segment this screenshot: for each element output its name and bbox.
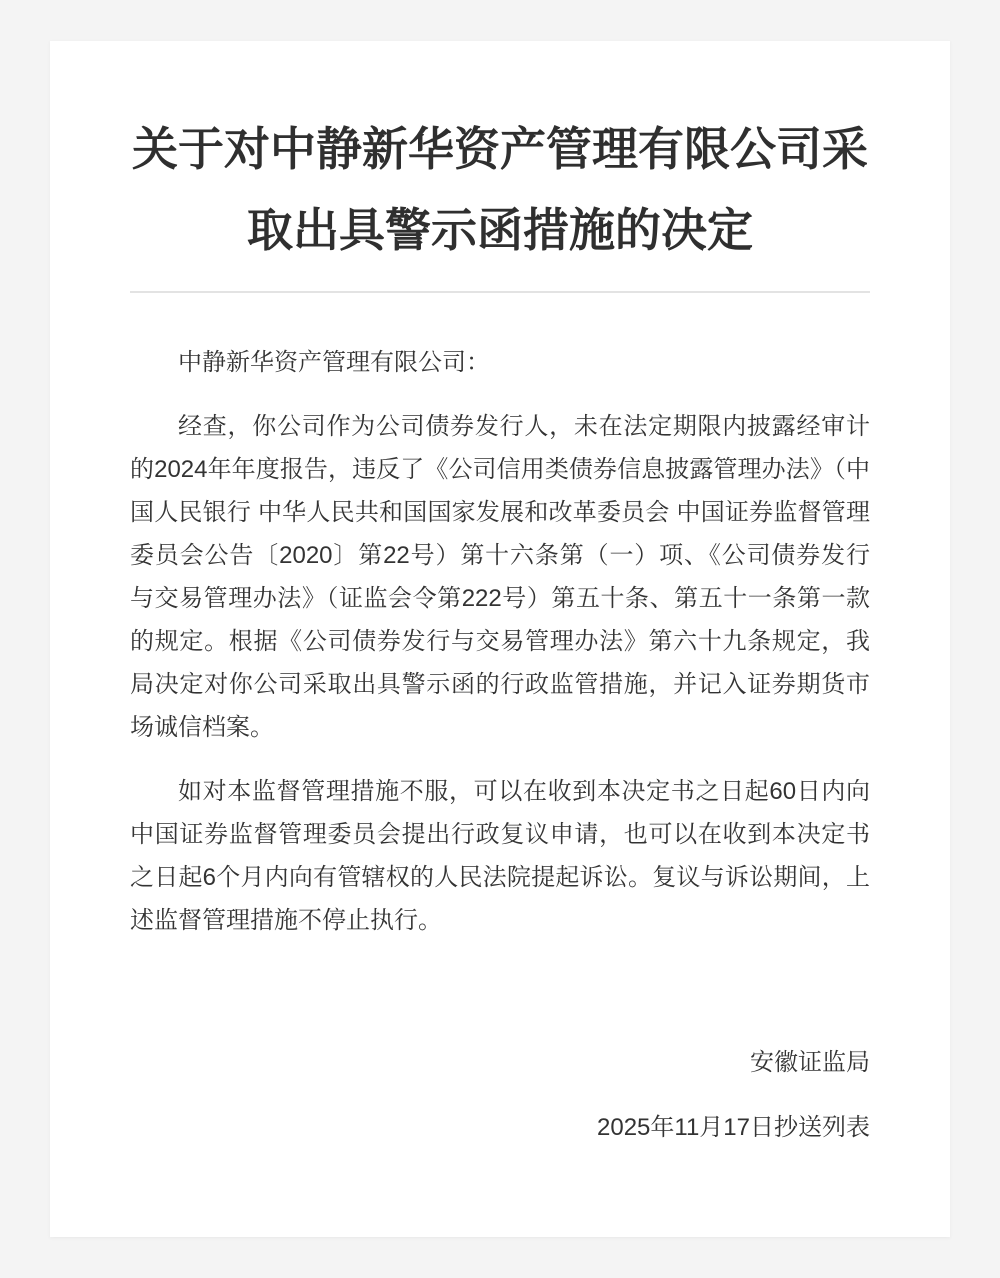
signature-agency: 安徽证监局 bbox=[750, 1049, 870, 1076]
signature-date: 2025年11月17日抄送列表 bbox=[597, 1114, 870, 1141]
body-paragraph-2: 如对本监督管理措施不服，可以在收到本决定书之日起60日内向中国证券监督管理委员会提出行政复议申请，也可以在收到本决定书之日起6个月内向有管辖权的人民法院提起诉讼。复议与诉讼期间，上述监督管理措施不停止执行。 bbox=[130, 778, 870, 934]
document-title: 关于对中静新华资产管理有限公司采取出具警示函措施的决定 bbox=[132, 123, 868, 256]
title-divider bbox=[130, 291, 870, 293]
salutation: 中静新华资产管理有限公司： bbox=[178, 349, 490, 376]
document-card bbox=[50, 41, 950, 1237]
body-paragraph-1: 经查，你公司作为公司债券发行人，未在法定期限内披露经审计的2024年年度报告，违反了《公司信用类债券信息披露管理办法》（中国人民银行 中华人民共和国国家发展和改革委员会 中国证券监督管理委员会公告〔2020〕第22号）第十六条第（一）项、《公司债券发行与交易管理办法》（证监会令第222号）第五十条、第五十一条第一款的规定。根据《公司债券发行与交易管理办法》第六十九条规定，我局决定对你公司采取出具警示函的行政监管措施，并记入证券期货市场诚信档案。 bbox=[130, 413, 870, 741]
